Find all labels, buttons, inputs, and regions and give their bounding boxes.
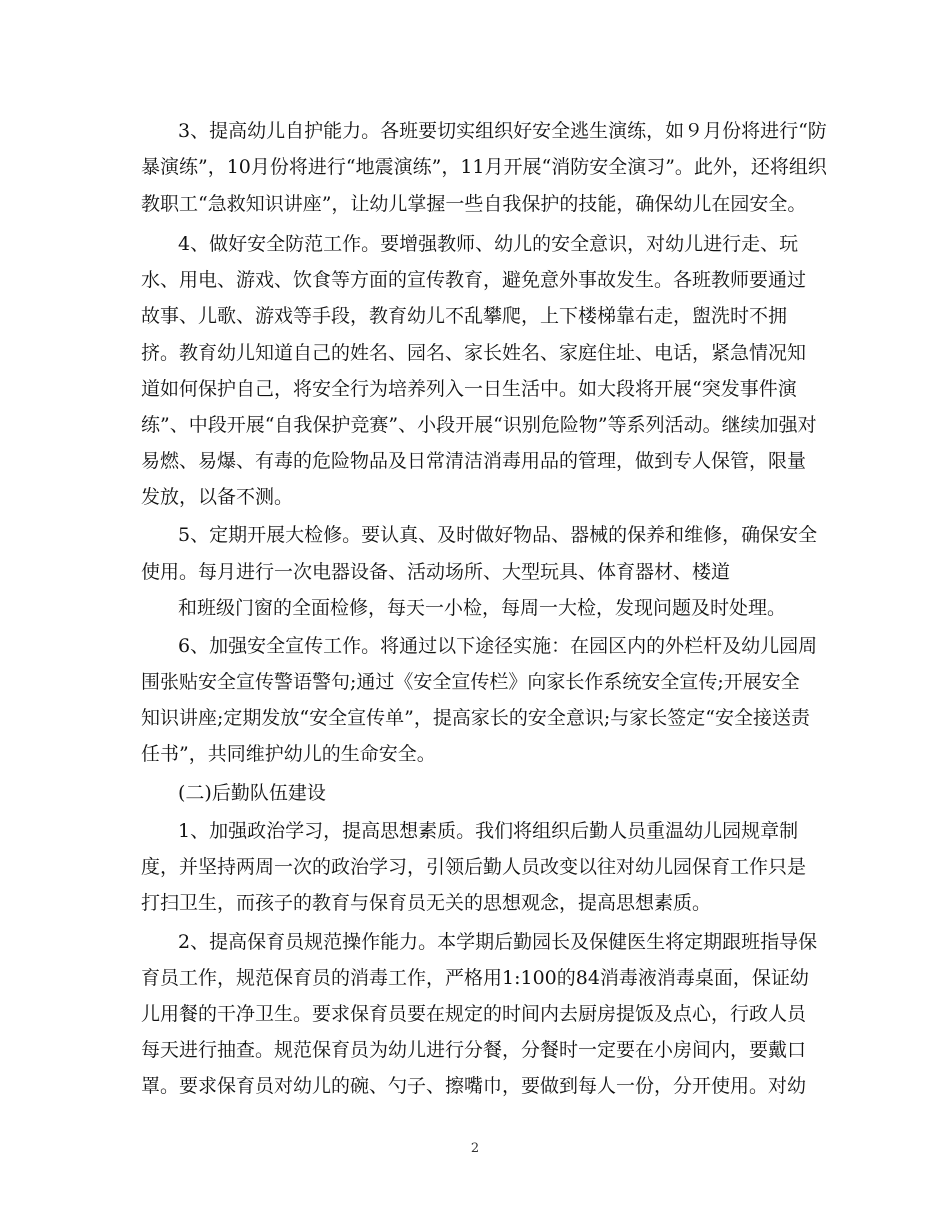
paragraph-line: 2、提高保育员规范操作能力。本学期后勤园长及保健医生将定期跟班指导保	[178, 931, 818, 953]
paragraph-line: 道如何保护自己，将安全行为培养列入一日生活中。如大段将开展“突发事件演	[141, 378, 797, 400]
section-heading: (二)后勤队伍建设	[178, 782, 326, 804]
paragraph-line: 每天进行抽查。规范保育员为幼儿进行分餐，分餐时一定要在小房间内，要戴口	[141, 1039, 807, 1061]
paragraph-line: 5、定期开展大检修。要认真、及时做好物品、器械的保养和维修，确保安全	[178, 524, 818, 546]
paragraph-line: 暴演练”，10月份将进行“地震演练”，11月开展“消防安全演习”。此外，还将组织	[141, 156, 827, 178]
paragraph-line: 1、加强政治学习，提高思想素质。我们将组织后勤人员重温幼儿园规章制	[178, 820, 799, 842]
paragraph-line: 6、加强安全宣传工作。将通过以下途径实施：在园区内的外栏杆及幼儿园周	[178, 635, 818, 657]
paragraph-line: 和班级门窗的全面检修，每天一小检，每周一大检，发现问题及时处理。	[178, 597, 787, 619]
paragraph-line: 围张贴安全宣传警语警句;通过《安全宣传栏》向家长作系统安全宣传;开展安全	[141, 671, 800, 693]
paragraph-line: 发放，以备不测。	[141, 486, 294, 508]
paragraph-line: 育员工作，规范保育员的消毒工作，严格用1:100的84消毒液消毒桌面，保证幼	[141, 967, 809, 989]
paragraph-line: 罩。要求保育员对幼儿的碗、勺子、擦嘴巾，要做到每人一份，分开使用。对幼	[141, 1075, 807, 1097]
paragraph-line: 儿用餐的干净卫生。要求保育员要在规定的时间内去厨房提饭及点心，行政人员	[141, 1003, 807, 1025]
paragraph-line: 水、用电、游戏、饮食等方面的宣传教育，避免意外事故发生。各班教师要通过	[141, 269, 807, 291]
paragraph-line: 故事、儿歌、游戏等手段，教育幼儿不乱攀爬，上下楼梯靠右走，盥洗时不拥	[141, 305, 788, 327]
paragraph-line: 知识讲座;定期发放“安全宣传单”，提高家长的安全意识;与家长签定“安全接送责	[141, 707, 810, 729]
paragraph-line: 度，并坚持两周一次的政治学习，引领后勤人员改变以往对幼儿园保育工作只是	[141, 856, 807, 878]
page-number: 2	[470, 1141, 480, 1156]
paragraph-line: 易燃、易爆、有毒的危险物品及日常清洁消毒用品的管理，做到专人保管，限量	[141, 450, 807, 472]
paragraph-line: 任书”，共同维护幼儿的生命安全。	[141, 743, 436, 765]
paragraph-line: 打扫卫生，而孩子的教育与保育员无关的思想观念，提高思想素质。	[141, 892, 712, 914]
paragraph-line: 教职工“急救知识讲座”，让幼儿掌握一些自我保护的技能，确保幼儿在园安全。	[141, 193, 807, 215]
paragraph-line: 3、提高幼儿自护能力。各班要切实组织好安全逃生演练，如９月份将进行“防	[178, 120, 827, 142]
paragraph-line: 挤。教育幼儿知道自己的姓名、园名、家长姓名、家庭住址、电话，紧急情况知	[141, 342, 807, 364]
paragraph-line: 练”、中段开展“自我保护竞赛”、小段开展“识别危险物”等系列活动。继续加强对	[141, 414, 817, 436]
paragraph-line: 4、做好安全防范工作。要增强教师、幼儿的安全意识，对幼儿进行走、玩	[178, 233, 799, 255]
paragraph-line: 使用。每月进行一次电器设备、活动场所、大型玩具、体育器材、楼道	[141, 561, 731, 583]
